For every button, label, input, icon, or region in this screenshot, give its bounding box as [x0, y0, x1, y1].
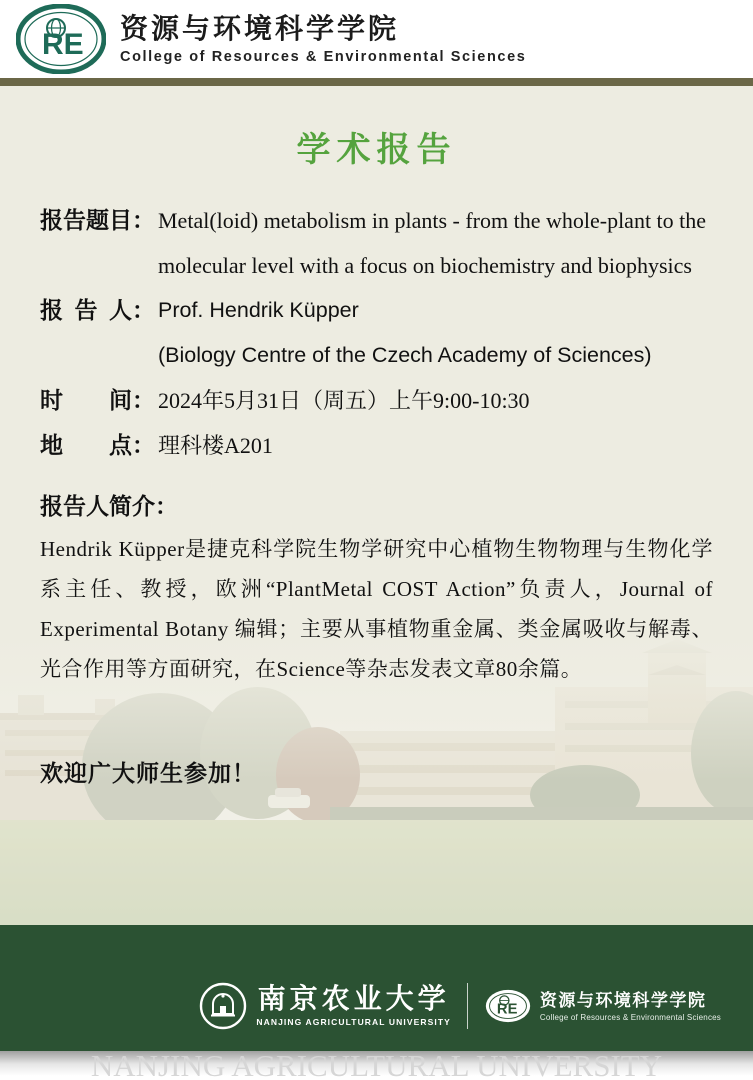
footer-college-block: [540, 991, 721, 1022]
footer-college-logo-icon: [484, 988, 532, 1024]
watermark-strip: [0, 1051, 753, 1080]
footer-divider: [467, 983, 468, 1029]
college-name-en: College of Resources & Environmental Sciences: [120, 49, 527, 65]
detail-row-time: [40, 378, 713, 423]
university-name-en: NANJING AGRICULTURAL UNIVERSITY: [256, 1017, 451, 1027]
bio-text: Hendrik Küpper是捷克科学院生物学研究中心植物生物物理与生物化学系主任、教授，欧洲“PlantMetal COST Action”负责人，Journal of Experimental Botany 编辑；主要从事植物重金属、类金属吸收与解毒、光合作用等方面研究，在Science等杂志发表文章80余篇。: [40, 537, 713, 681]
university-emblem-icon: [199, 982, 247, 1030]
footer-college-logo-letters: RE: [496, 1001, 518, 1018]
poster-content: [0, 86, 753, 788]
topic-value: Metal(loid) metabolism in plants - from the whole-plant to the molecular level with a focus on biochemistry and biophysics: [158, 208, 707, 278]
header: [0, 0, 753, 78]
topic-label: 报告题目：: [40, 207, 155, 233]
header-text: [120, 13, 526, 65]
footer-college-cn: 资源与环境科学学院: [539, 990, 707, 1010]
watermark-text: NANJING AGRICULTURAL UNIVERSITY: [90, 1051, 663, 1080]
college-logo-letters: RE: [42, 28, 84, 61]
university-name-cn: 南京农业大学: [257, 984, 450, 1015]
speaker-label: 报 告 人：: [40, 297, 155, 323]
footer: [0, 925, 753, 1051]
bio-heading: 报告人简介：: [40, 493, 178, 519]
college-logo-icon: [16, 4, 106, 74]
footer-logos: [199, 982, 721, 1030]
time-label: 时 间：: [40, 387, 155, 413]
poster-body: [0, 86, 753, 925]
university-name-block: [256, 985, 451, 1027]
footer-college-en: College of Resources & Environmental Sciences: [539, 1012, 721, 1022]
speaker-value: Prof. Hendrik Küpper (Biology Centre of the Czech Academy of Sciences): [158, 298, 652, 367]
college-name-cn: 资源与环境科学学院: [120, 13, 400, 44]
time-value: 2024年5月31日（周五）上午9:00-10:30: [158, 388, 530, 413]
detail-row-location: [40, 423, 713, 468]
welcome-line: 欢迎广大师生参加！: [40, 760, 256, 786]
poster-title: 学术报告: [296, 131, 457, 169]
olive-divider-bar: [0, 78, 753, 86]
location-label: 地 点：: [40, 432, 155, 458]
detail-row-speaker: [40, 288, 713, 378]
location-value: 理科楼A201: [158, 433, 273, 458]
lecture-details: [40, 198, 713, 468]
detail-row-topic: [40, 198, 713, 288]
